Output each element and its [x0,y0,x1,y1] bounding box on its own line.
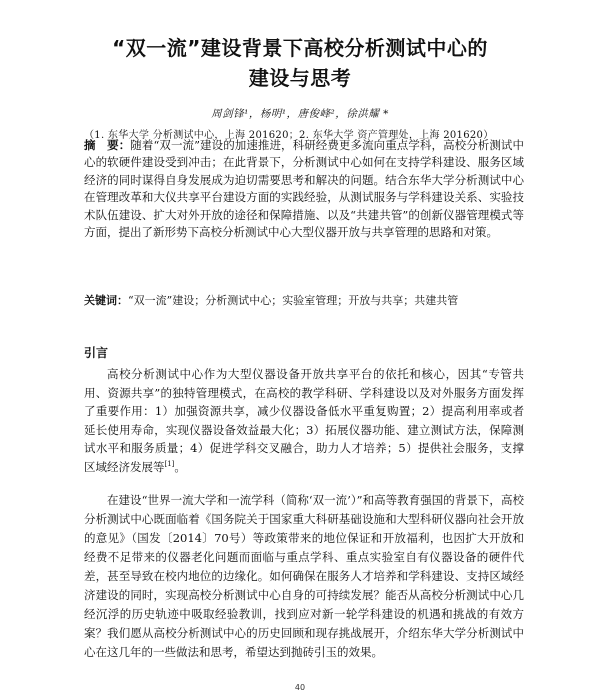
body-paragraph-1 [84,365,524,477]
abstract [84,137,524,299]
keywords [84,292,524,309]
body-paragraph-2: 在建设“世界一流大学和一流学科（简称‘双一流’）”和高等教育强国的背景下，高校分析测试中心既面临着《国务院关于国家重大科研基础设施和大型科研仪器向社会开放的意见》（国发〔2014〕70号）等政策带来的地位保证和开放福利，也因扩大开放和经费不足带来的仪器老化问题而面临与重点学科、重点实验室自有仪器设备的硬件代差，甚至导致在校内地位的边缘化。如何确保在服务人才培养和学科建设、支持区域经济建设的同时，实现高校分析测试中心自身的可持续发展？能否从高校分析测试中心几经沉浮的历史轨迹中吸取经验教训，找到应对新一轮学科建设的机遇和挑战的有效方案？我们愿从高校分析测试中心的历史回顾和现存挑战展开，介绍东华大学分析测试中心在这几年的一些做法和思考，希望达到抛砖引玉的效果。 [84,493,524,659]
affiliation: （1. 东华大学 分析测试中心，上海 201620；2. 东华大学 资产管理处，上海 201620） [84,130,494,141]
abstract-text: 随着“双一流”建设的加速推进，科研经费更多流向重点学科，高校分析测试中心的软硬件建设受到冲击；在此背景下，分析测试中心如何在支持学科建设、服务区域经济的同时谋得自身发展成为迫切需要思考和解决的问题。结合东华大学分析测试中心在管理改革和大仪共享平台建设方面的实践经验，从测试服务与学科建设关系、实验技术队伍建设、扩大对外开放的途径和保障措施、以及“共建共管”的创新仪器管理模式等方面，提出了新形势下高校分析测试中心大型仪器开放与共享管理的思路和对策。 [84,138,524,240]
paper-title-line-2: 建设与思考 [248,66,352,90]
paragraph-1-text: 高校分析测试中心作为大型仪器设备开放共享平台的依托和核心，因其“专管共用、资源共享”的独特管理模式，在高校的教学科研、学科建设以及对外服务方面发挥了重要作用：1）加强资源共享，减少仪器设备低水平重复购置；2）提高利用率或者延长使用寿命，实现仪器设备效益最大化；3）拓展仪器功能、建立测试方法，保障测试水平和服务质量；4）促进学科交叉融合，助力人才培养；5）提供社会服务，支撑区域经济发展等 [84,367,524,474]
keywords-text: “双一流”建设；分析测试中心；实验室管理；开放与共享；共建共管 [128,294,459,307]
citation-ref[interactable]: [1] [164,460,175,469]
page-number: 40 [294,683,306,692]
paragraph-1-end: 。 [174,459,186,474]
keywords-label: 关键词： [84,294,128,307]
paper-title-line-1: “双一流”建设背景下高校分析测试中心的 [112,36,488,60]
abstract-label: 摘 要： [84,138,131,152]
section-heading-introduction: 引言 [84,346,109,360]
author-list: 周剑锋¹，杨明¹，唐俊峰²，徐洪耀 * [211,108,389,120]
